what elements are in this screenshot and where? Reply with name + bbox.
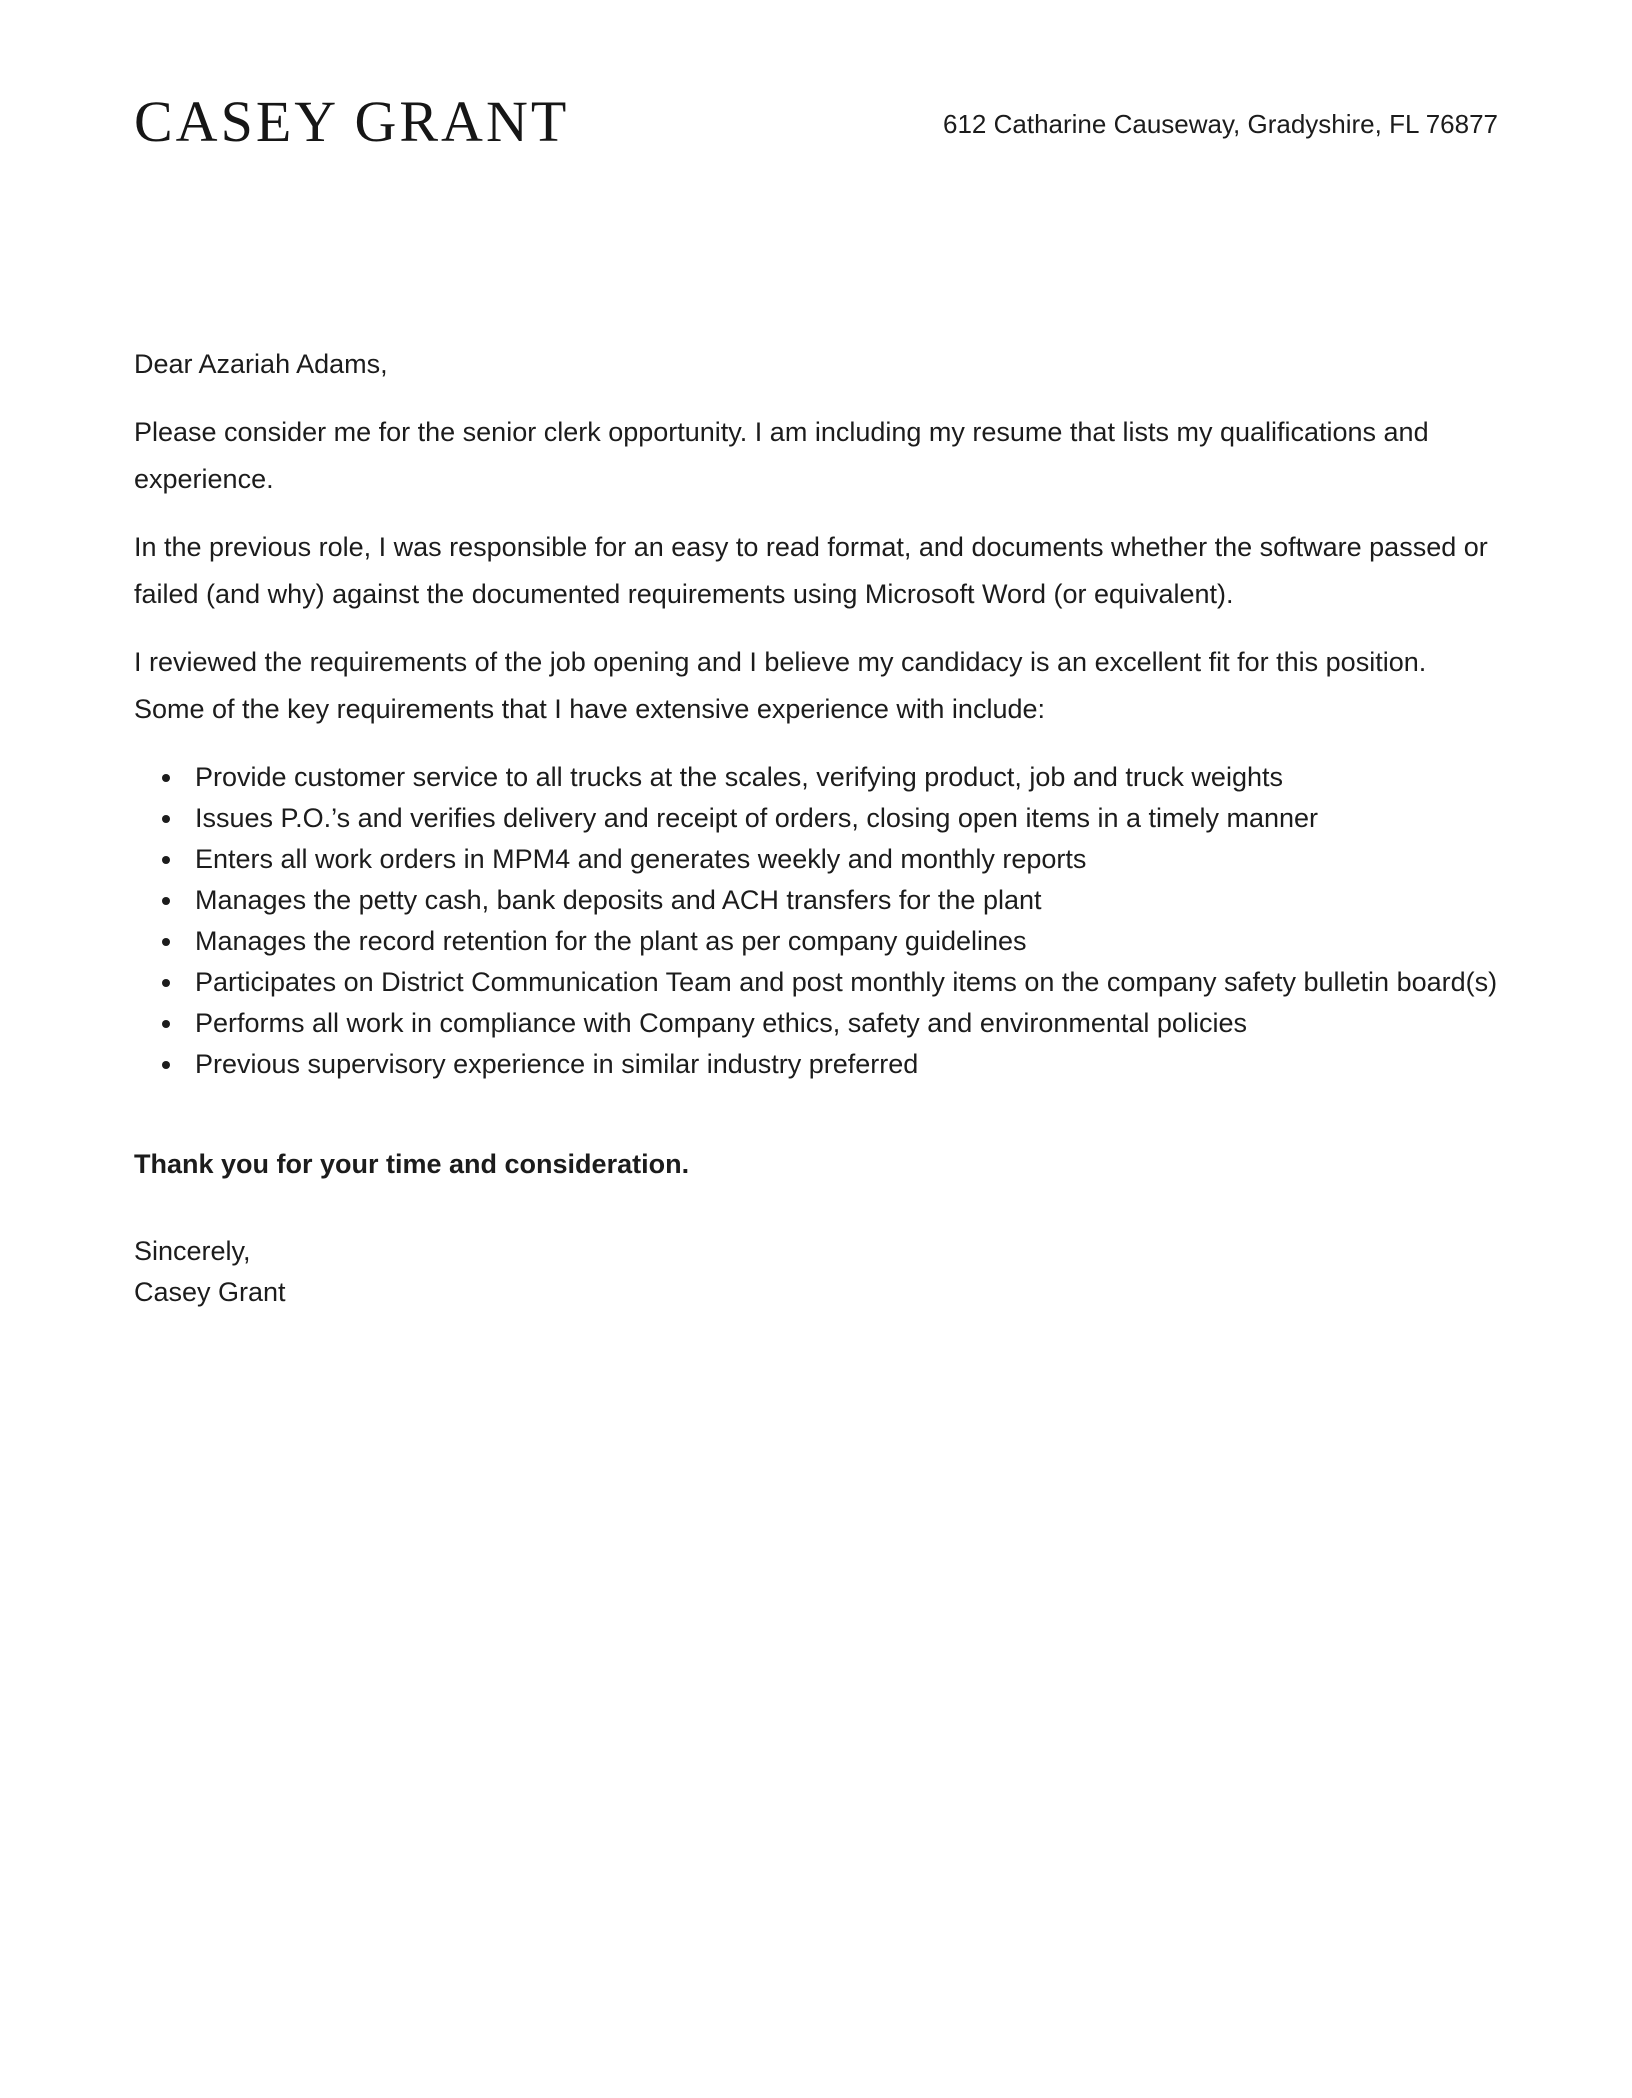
- bullet-item: • Performs all work in compliance with Company ethics, safety and environmental policies: [185, 1004, 1498, 1044]
- closing-thank-you: Thank you for your time and consideration.: [134, 1148, 690, 1179]
- signoff: Sincerely,: [134, 1236, 251, 1267]
- letter-header: [134, 88, 1498, 155]
- bullet-item: • Previous supervisory experience in similar industry preferred: [185, 1045, 1498, 1085]
- signoff-block: [134, 1231, 1498, 1312]
- sender-address: 612 Catharine Causeway, Gradyshire, FL 76877: [943, 109, 1498, 139]
- bullet-item: • Manages the petty cash, bank deposits and ACH transfers for the plant: [185, 881, 1498, 921]
- paragraph-intro: Please consider me for the senior clerk opportunity. I am including my resume that lists my qualifications and experience.: [134, 417, 1429, 494]
- sender-name: CASEY GRANT: [134, 89, 570, 154]
- bullet-item: • Manages the record retention for the plant as per company guidelines: [185, 922, 1498, 962]
- paragraph-requirements: I reviewed the requirements of the job opening and I believe my candidacy is an excellent fit for this position. Some of the key requirements that I have extensive experience with include:: [134, 647, 1427, 724]
- letter-body: [134, 341, 1498, 1312]
- bullet-item: • Enters all work orders in MPM4 and generates weekly and monthly reports: [185, 840, 1498, 880]
- bullet-item: • Participates on District Communication Team and post monthly items on the company safety bulletin board(s): [185, 963, 1498, 1003]
- bullet-item: • Provide customer service to all trucks at the scales, verifying product, job and truck weights: [185, 758, 1498, 798]
- bullet-item: • Issues P.O.’s and verifies delivery and receipt of orders, closing open items in a timely manner: [185, 799, 1498, 839]
- requirements-bullet-list: [134, 758, 1498, 1085]
- paragraph-previous-role: In the previous role, I was responsible for an easy to read format, and documents whether the software passed or failed (and why) against the documented requirements using Microsoft Word (or equivalent).: [134, 532, 1488, 609]
- signature-name: Casey Grant: [134, 1276, 286, 1307]
- salutation: Dear Azariah Adams,: [134, 349, 388, 379]
